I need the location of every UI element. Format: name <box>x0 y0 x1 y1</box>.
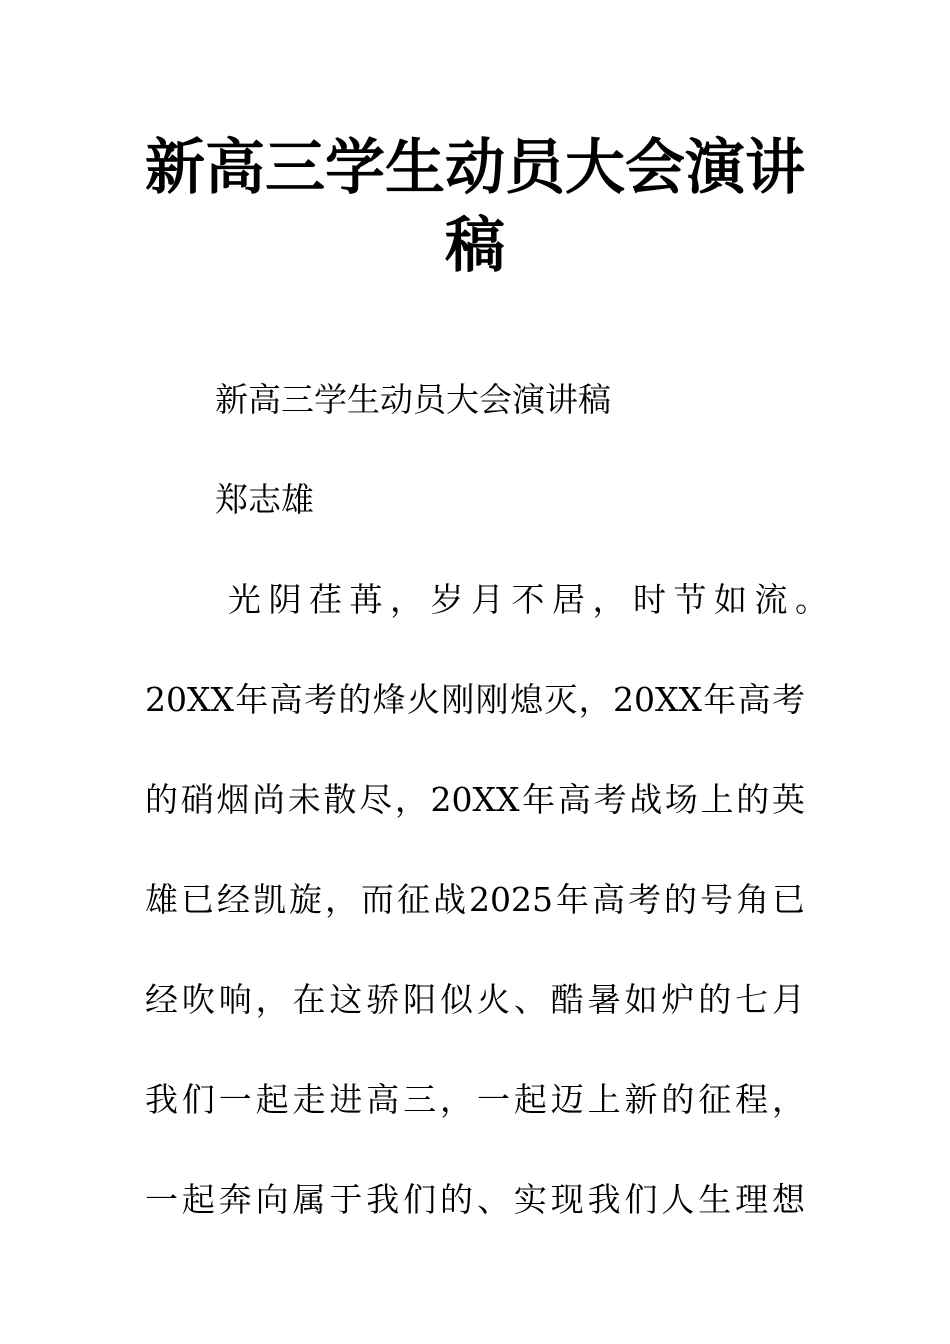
document-title-line-1: 新高三学生动员大会演讲 <box>145 133 805 203</box>
paragraph-line: 经吹响，在这骄阳似火、酷暑如炉的七月 <box>145 980 805 1019</box>
paragraph-line: 的硝烟尚未散尽，20XX年高考战场上的英 <box>145 780 805 819</box>
document-title-line-2: 稿 <box>445 211 505 281</box>
paragraph-line: 光阴荏苒，岁月不居，时节如流。 <box>228 580 828 619</box>
paragraph-line: 一起奔向属于我们的、实现我们人生理想 <box>145 1180 805 1219</box>
subtitle: 新高三学生动员大会演讲稿 <box>215 380 611 419</box>
paragraph-line: 雄已经凯旋，而征战2025年高考的号角已 <box>145 880 805 919</box>
author-name: 郑志雄 <box>215 480 314 519</box>
paragraph-line: 我们一起走进高三，一起迈上新的征程， <box>145 1080 805 1119</box>
paragraph-line: 20XX年高考的烽火刚刚熄灭，20XX年高考 <box>145 680 805 719</box>
